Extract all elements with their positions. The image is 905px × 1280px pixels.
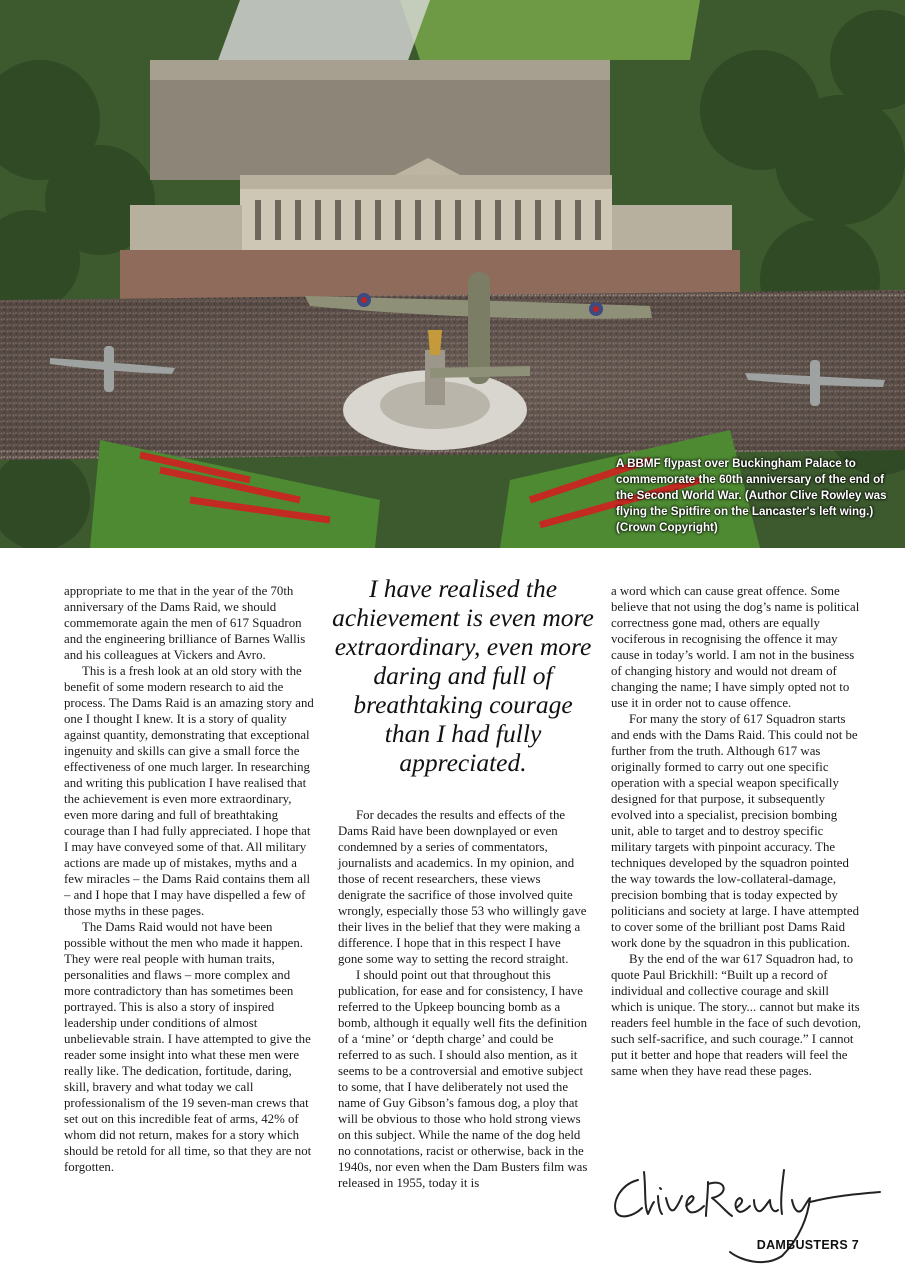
garden-lawn bbox=[400, 0, 700, 60]
paragraph: appropriate to me that in the year of the 70th anniversary of the Dams Raid, we should commemorate again the men of 617 Squadron and the engineering brilliance of Barnes Wallis and his colleagues at Vickers and Avro. bbox=[64, 584, 306, 662]
photo-caption: A BBMF flypast over Buckingham Palace to commemorate the 60th anniversary of the end of the Second World War. (Author Clive Rowley was flying the Spitfire on the Lancaster's left wing.) (Crown Copyright) bbox=[616, 457, 887, 534]
pull-quote: I have realised the achievement is even more extraordinary, even more daring and full of breathtaking courage than I had fully appreciated. bbox=[332, 574, 594, 777]
paragraph: a word which can cause great offence. Some believe that not using the dog’s name is political correctness gone mad, others are equally vociferous in recognising the offence it may cause in today’s world. I am not in the business of changing history and would not dream of changing the name; I have simply opted not to use it in order not to cause offence. bbox=[611, 584, 860, 710]
text-column-left bbox=[64, 583, 315, 1175]
hero-photo bbox=[0, 0, 905, 548]
page-folio: DAMBUSTERS 7 bbox=[756, 1238, 859, 1252]
paragraph: By the end of the war 617 Squadron had, to quote Paul Brickhill: “Built up a record of individual and collective courage and skill which is unique. The story... cannot but make its readers feel humble in the face of such devotion, such self-sacrifice, and such courage.” I cannot put it better and hope that readers will feel the same when they have read these pages. bbox=[611, 952, 861, 1078]
author-signature bbox=[604, 1160, 886, 1270]
paragraph: I should point out that throughout this publication, for ease and for consistency, I have referred to the Upkeep bouncing bomb as a bomb, although it equally well fits the definition of a ‘mine’ or ‘depth charge’ and could be referred to as such. I should also mention, as it seems to be a controversial and emotive subject to some, that I have deliberately not used the name of Guy Gibson’s famous dog, a ploy that will be obvious to those who hold strong views on this subject. While the name of the dog held no connotations, racist or otherwise, back in the 1940s, nor even when the Dam Busters film was released in 1955, today it is bbox=[338, 968, 588, 1190]
text-column-right bbox=[611, 583, 861, 1079]
text-column-middle bbox=[338, 807, 588, 1191]
paragraph: For many the story of 617 Squadron starts and ends with the Dams Raid. This could not be further from the truth. Although 617 was originally formed to carry out one specific operation with a special weapon specifically designed for that purpose, it subsequently evolved into a specialist, precision bombing unit, able to target and to destroy specific military targets with pinpoint accuracy. The techniques developed by the squadron pointed the way towards the low-collateral-damage, precision bombing that is today expected by politicians and society at large. I have attempted to cover some of the brilliant post Dams Raid work done by the squadron in this publication. bbox=[611, 712, 859, 950]
paragraph: This is a fresh look at an old story with the benefit of some modern research to aid the process. The Dams Raid is an amazing story and one I thought I knew. It is a story of quality against quantity, demonstrating that exceptional ingenuity and skills can give a small force the effectiveness of one much larger. In researching and writing this publication I have realised that the achievement is even more extraordinary, even more daring and full of breathtaking courage than I had fully appreciated. I hope that I may have conveyed some of that. All military actions are made up of mistakes, myths and a few miracles – the Dams Raid contains them all – and I hope that I may have dispelled a few of those myths in these pages. bbox=[64, 664, 314, 918]
paragraph: For decades the results and effects of the Dams Raid have been downplayed or even condemned by a series of commentators, journalists and academics. In my opinion, and those of recent researchers, these views denigrate the sacrifice of those involved quite wrongly, especially those 53 who willingly gave their lives in the belief that they were making a difference. I hope that in this respect I have gone some way to setting the record straight. bbox=[338, 808, 587, 966]
paragraph: The Dams Raid would not have been possible without the men who made it happen. They were real people with human traits, personalities and flaws – more complex and more contradictory than has sometimes been portrayed. This is also a story of inspired leadership under conditions of almost unbelievable strain. I have attempted to give the reader some insight into what these men were really like. The dedication, fortitude, daring, skill, bravery and what today we call professionalism of the 19 seven-man crews that set out on this incredible feat of arms, 42% of whom did not return, makes for a story which should be retold for all time, so that they are not forgotten. bbox=[64, 920, 312, 1174]
